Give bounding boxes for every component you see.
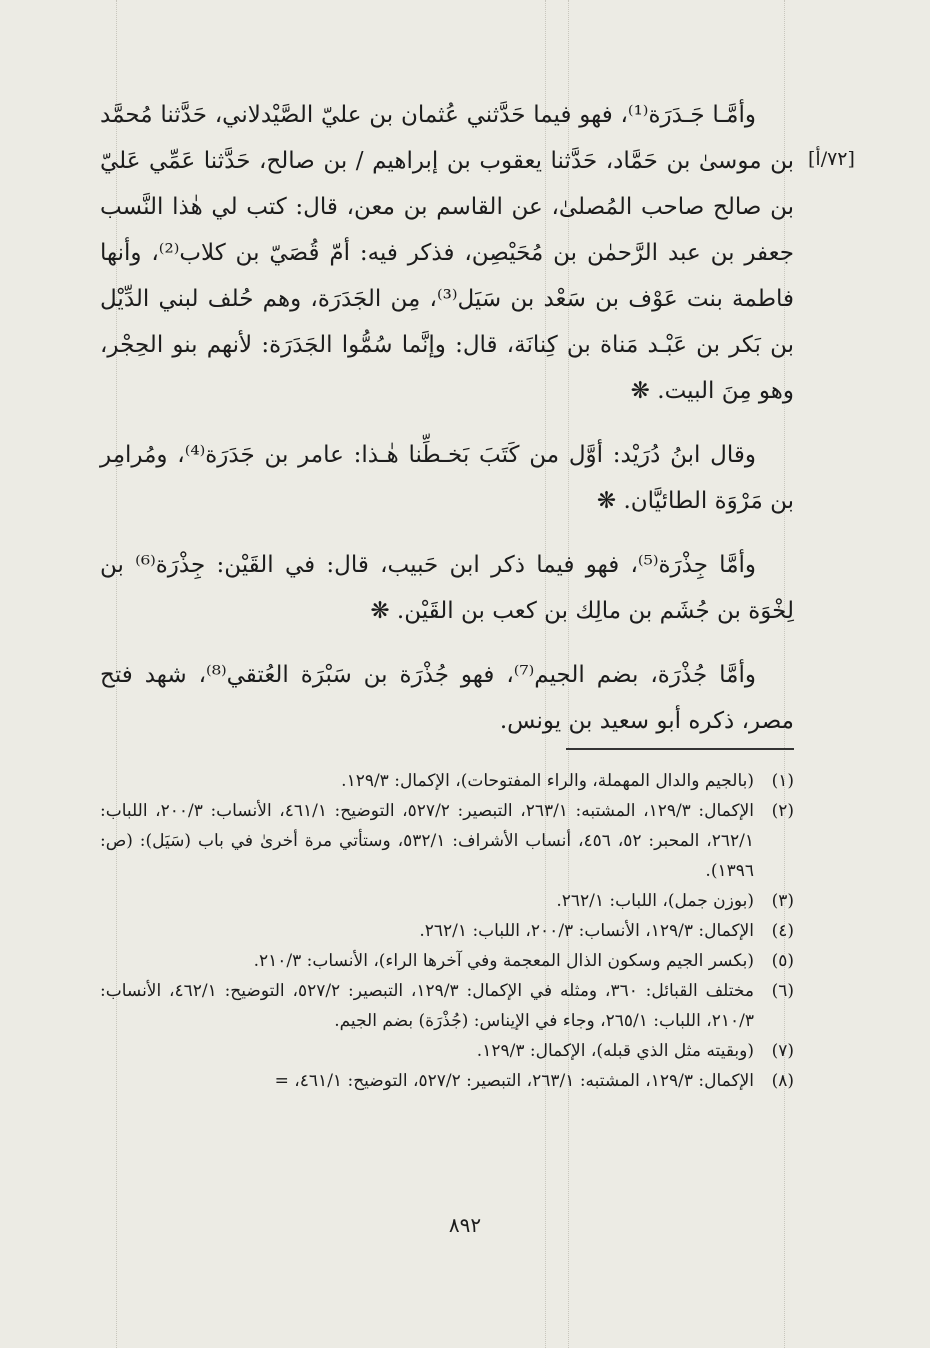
footnote [100, 1036, 794, 1066]
footnote-number: (٦) [771, 981, 794, 1001]
footnote-text: (بوزن جمل)، اللباب: ٢٦٢/١. [556, 891, 754, 911]
footnote-separator [566, 748, 794, 750]
footnote [100, 766, 794, 796]
footnote-text: الإكمال: ١٢٩/٣، الأنساب: ٢٠٠/٣، اللباب: ٢٦٢/١. [419, 921, 754, 941]
footnote [100, 916, 794, 946]
footnote-number: (٥) [771, 951, 794, 971]
footnote [100, 946, 794, 976]
footnote [100, 976, 794, 1036]
footnote-text: (بكسر الجيم وسكون الذال المعجمة وفي آخرها الراء)، الأنساب: ٢١٠/٣. [253, 951, 754, 971]
footnote [100, 886, 794, 916]
footnote-text: الإكمال: ١٢٩/٣، المشتبه: ٢٦٣/١، التبصير: ٥٢٧/٢، التوضيح: ٤٦١/١، = [274, 1071, 754, 1091]
paragraph-ibn-durayd: وقال ابنُ دُرَيْد: أوَّل من كَتَبَ بَخـطِّنا هٰـذا: عامر بن جَدَرَة⁽⁴⁾، ومُرامِر بن مَرْوَة الطائيَّان. ❋ [100, 442, 794, 514]
footnote-number: (٤) [771, 921, 794, 941]
footnote-text: مختلف القبائل: ٣٦٠، ومثله في الإكمال: ١٢٩/٣، التبصير: ٥٢٧/٢، التوضيح: ٤٦٢/١، الأنساب: ٢١٠/٣، اللباب: ٢٦٥/١، وجاء في الإيناس: (جُذْرَة) بضم الجيم. [100, 981, 755, 1031]
footnote-number: (٧) [771, 1041, 794, 1061]
paragraph-jidhra: وأمَّا جِذْرَة⁽⁵⁾، فهو فيما ذكر ابن حَبيب، قال: في القَيْن: جِذْرَة⁽⁶⁾ بن لِخْوَة بن جُشَم بن مالِك بن كعب بن القَيْن. ❋ [100, 552, 794, 624]
paragraph-jadara: وأمَّـا جَـدَرَة⁽¹⁾، فهو فيما حَدَّثني عُثمان بن عليّ الصَّيْدلاني، حَدَّثنا مُحمَّد بن موسىٰ بن حَمَّاد، حَدَّثنا يعقوب بن إبراهيم / بن صالح، حَدَّثنا عَمِّي عَليّ بن صالح صاحب المُصلىٰ، عن القاسم بن معن، قال: كتب لي هٰذا النَّسب جعفر بن عبد الرَّحمٰن بن مُحَيْصِن، فذكر فيه: أمّ قُصَيّ بن كلاب⁽²⁾، وأنها فاطمة بنت عَوْف بن سَعْد بن سَيَل⁽³⁾، مِن الجَدَرَة، وهم حُلف لبني الدِّيْل بن بَكر بن عَبْـد مَناة بن كِنانَة، قال: وإنَّما سُمُّوا الجَدَرَة: لأنهم بنو الحِجْر، وهو مِنَ البيت. ❋ [100, 102, 794, 404]
main-text [100, 92, 794, 762]
footnote [100, 796, 794, 886]
footnote-text: الإكمال: ١٢٩/٣، المشتبه: ٢٦٣/١، التبصير: ٥٢٧/٢، التوضيح: ٤٦١/١، الأنساب: ٢٠٠/٣، اللباب: ٢٦٢/١، المحبر: ٥٢، ٤٥٦، أنساب الأشراف: ٥٣٢/١، وستأتي مرة أخرىٰ في باب (سَيَل): (ص: ١٣٩٦). [100, 801, 754, 881]
footnotes [100, 766, 794, 1096]
footnote-number: (٨) [771, 1071, 794, 1091]
page-number: ٨٩٢ [448, 1213, 482, 1237]
footnote-number: (١) [771, 771, 794, 791]
manuscript-folio-reference: [٧٢/أ] [808, 148, 855, 170]
footnote-number: (٢) [771, 801, 794, 821]
paragraph-judhra: وأمَّا جُذْرَة، بضم الجيم⁽⁷⁾، فهو جُذْرَة بن سَبْرَة العُتقي⁽⁸⁾، شهد فتح مصر، ذكره أبو سعيد بن يونس. [100, 662, 794, 734]
footnote-number: (٣) [771, 891, 794, 911]
footnote-text: (وبقيته مثل الذي قبله)، الإكمال: ١٢٩/٣. [476, 1041, 754, 1061]
footnote [100, 1066, 794, 1096]
footnote-text: (بالجيم والدال المهملة، والراء المفتوحات)، الإكمال: ١٢٩/٣. [341, 771, 754, 791]
